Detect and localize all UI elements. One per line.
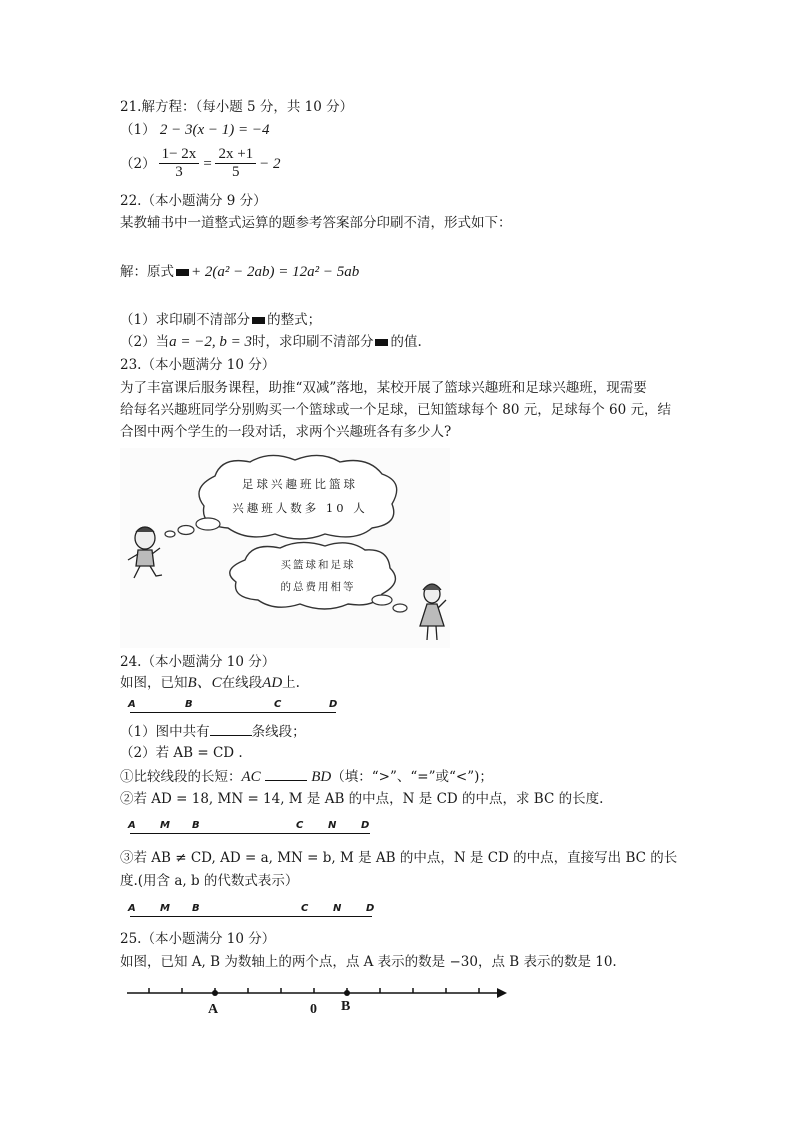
q21-equals: = bbox=[202, 155, 213, 172]
point-label: C bbox=[301, 903, 309, 914]
segment-figure-2 bbox=[128, 818, 378, 838]
bubble2-text: 买篮球和足球 的总费用相等 bbox=[280, 559, 356, 593]
point-label: C bbox=[296, 820, 304, 831]
point-label: B bbox=[185, 699, 193, 710]
q24-header: 24.（本小题满分 10 分） bbox=[120, 654, 276, 670]
point-label: A bbox=[128, 820, 136, 831]
point-label: C bbox=[274, 699, 282, 710]
point-label: D bbox=[366, 903, 375, 914]
q23-line3: 合图中两个学生的一段对话，求两个兴趣班各有多少人? bbox=[120, 424, 452, 440]
point-label: M bbox=[160, 820, 170, 831]
answer-blank[interactable] bbox=[210, 721, 252, 736]
q21-header: 21.解方程：（每小题 5 分，共 10 分） bbox=[120, 99, 354, 115]
axis-label-b: B bbox=[341, 999, 351, 1014]
point-label: N bbox=[328, 820, 337, 831]
q21-p1-label: （1） bbox=[120, 122, 156, 138]
q22-part2: （2）当a = −2, b = 3时，求印刷不清部分 的值. bbox=[120, 334, 422, 350]
q21-p2-label: （2） bbox=[120, 155, 156, 172]
point-label: D bbox=[361, 820, 370, 831]
q22-header: 22.（本小题满分 9 分） bbox=[120, 193, 267, 209]
q21-fraction-2: $\frac{2x +1}{5}$ bbox=[215, 146, 256, 181]
axis-label-a: A bbox=[208, 1002, 219, 1017]
segment-figure-3 bbox=[128, 901, 378, 921]
point-label: A bbox=[128, 903, 136, 914]
q23-line1: 为了丰富课后服务课程，助推“双减”落地，某校开展了篮球兴趣班和足球兴趣班，现需要 bbox=[120, 380, 647, 396]
q22-solution: 解：原式 + 2(a² − 2ab) = 12a² − 5ab bbox=[120, 264, 360, 280]
answer-blank[interactable] bbox=[265, 766, 307, 781]
q23-line2: 给每名兴趣班同学分别购买一个篮球或一个足球，已知篮球每个 80 元，足球每个 60 元，结 bbox=[120, 402, 672, 418]
q22-part1: （1）求印刷不清部分 的整式； bbox=[120, 312, 322, 328]
q21-fraction-1: $\frac{1- 2x}{3}$ bbox=[159, 146, 200, 181]
q21-part1 bbox=[120, 120, 270, 140]
point-b-dot bbox=[344, 990, 350, 996]
thought-dot bbox=[393, 604, 407, 612]
q24-part1: （1）图中共有 条线段； bbox=[120, 721, 306, 742]
point-label: D bbox=[329, 699, 338, 710]
smudge-block bbox=[375, 339, 388, 346]
smudge-block bbox=[252, 317, 265, 324]
q24-item3-line1: ③若 AB ≠ CD, AD = a, MN = b, M 是 AB 的中点，N 是 CD 的中点，直接写出 BC 的长 bbox=[120, 850, 678, 866]
point-label: N bbox=[333, 903, 342, 914]
q21-p1-expr: 2 − 3(x − 1) = −4 bbox=[159, 122, 270, 138]
q24-part2: （2）若 AB = CD . bbox=[120, 745, 243, 761]
q21-part2 bbox=[120, 146, 281, 181]
smudge-block bbox=[176, 269, 189, 276]
arrow-head bbox=[497, 988, 507, 998]
q24-item2: ②若 AD = 18, MN = 14, M 是 AB 的中点，N 是 CD 的中点，求 BC 的长度. bbox=[120, 791, 604, 807]
number-line bbox=[125, 980, 510, 1020]
q24-item3-line2: 度.(用含 a, b 的代数式表示） bbox=[120, 873, 299, 889]
point-a-dot bbox=[212, 990, 218, 996]
q21-tail: − 2 bbox=[259, 155, 281, 172]
thought-dot bbox=[165, 531, 175, 537]
axis-label-zero: 0 bbox=[310, 1002, 317, 1017]
point-label: M bbox=[160, 903, 170, 914]
bubble1-text: 足球兴趣班比篮球 兴趣班人数多 10 人 bbox=[232, 477, 368, 515]
point-label: B bbox=[192, 903, 200, 914]
q23-header: 23.（本小题满分 10 分） bbox=[120, 357, 276, 373]
point-label: A bbox=[128, 699, 136, 710]
q25-header: 25.（本小题满分 10 分） bbox=[120, 931, 276, 947]
q25-intro: 如图，已知 A, B 为数轴上的两个点，点 A 表示的数是 −30，点 B 表示的数是 10. bbox=[120, 954, 617, 970]
q22-intro: 某教辅书中一道整式运算的题参考答案部分印刷不清，形式如下： bbox=[120, 215, 512, 231]
segment-figure-1 bbox=[128, 698, 348, 718]
q24-compare: ①比较线段的长短：AC BD（填：“>”、“=”或“<”)； bbox=[120, 766, 493, 787]
number-line-svg bbox=[125, 980, 510, 1020]
dialogue-illustration bbox=[120, 448, 450, 648]
thought-dot bbox=[178, 526, 194, 535]
q24-intro: 如图，已知B、C在线段AD上. bbox=[120, 675, 300, 691]
point-label: B bbox=[192, 820, 200, 831]
